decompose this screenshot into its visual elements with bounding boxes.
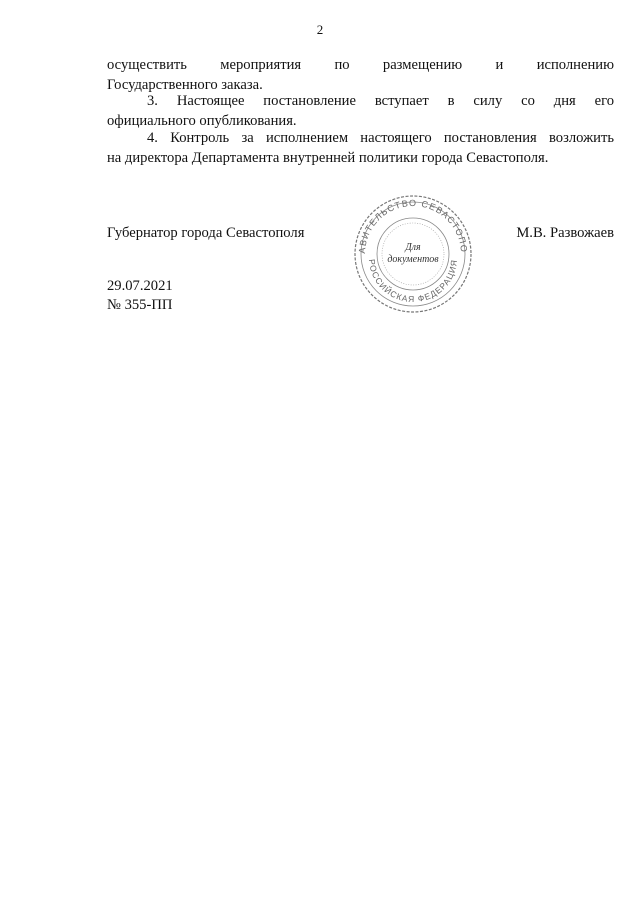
seal-outer-text: АВИТЕЛЬСТВО СЕВАСТОПО <box>356 197 470 254</box>
paragraph-4 <box>107 129 614 168</box>
seal-center-text <box>351 242 475 266</box>
signatory-name: М.В. Развожаев <box>516 225 614 241</box>
document-date: 29.07.2021 <box>107 278 173 294</box>
paragraph-line: 4. Контроль за исполнением настоящего постановления возложить <box>147 130 614 146</box>
seal-outer-text-bottom: РОССИЙСКАЯ ФЕДЕРАЦИЯ <box>366 258 460 305</box>
page-number: 2 <box>316 22 324 37</box>
document-number: № 355-ПП <box>107 297 173 313</box>
paragraph-2-continuation <box>107 56 614 95</box>
signatory-title: Губернатор города Севастополя <box>107 225 305 241</box>
paragraph-line: 3. Настоящее постановление вступает в силу со дня его <box>147 93 614 109</box>
seal-center-line: документов <box>387 254 439 265</box>
paragraph-line: Государственного заказа. <box>107 76 263 93</box>
paragraph-line: осуществить мероприятия по размещению и исполнению <box>107 57 614 73</box>
official-seal-stamp <box>351 192 475 316</box>
paragraph-line: на директора Департамента внутренней политики города Севастополя. <box>107 149 549 166</box>
paragraph-3 <box>107 92 614 131</box>
seal-center-line: Для <box>405 242 421 253</box>
paragraph-line: официального опубликования. <box>107 112 297 129</box>
